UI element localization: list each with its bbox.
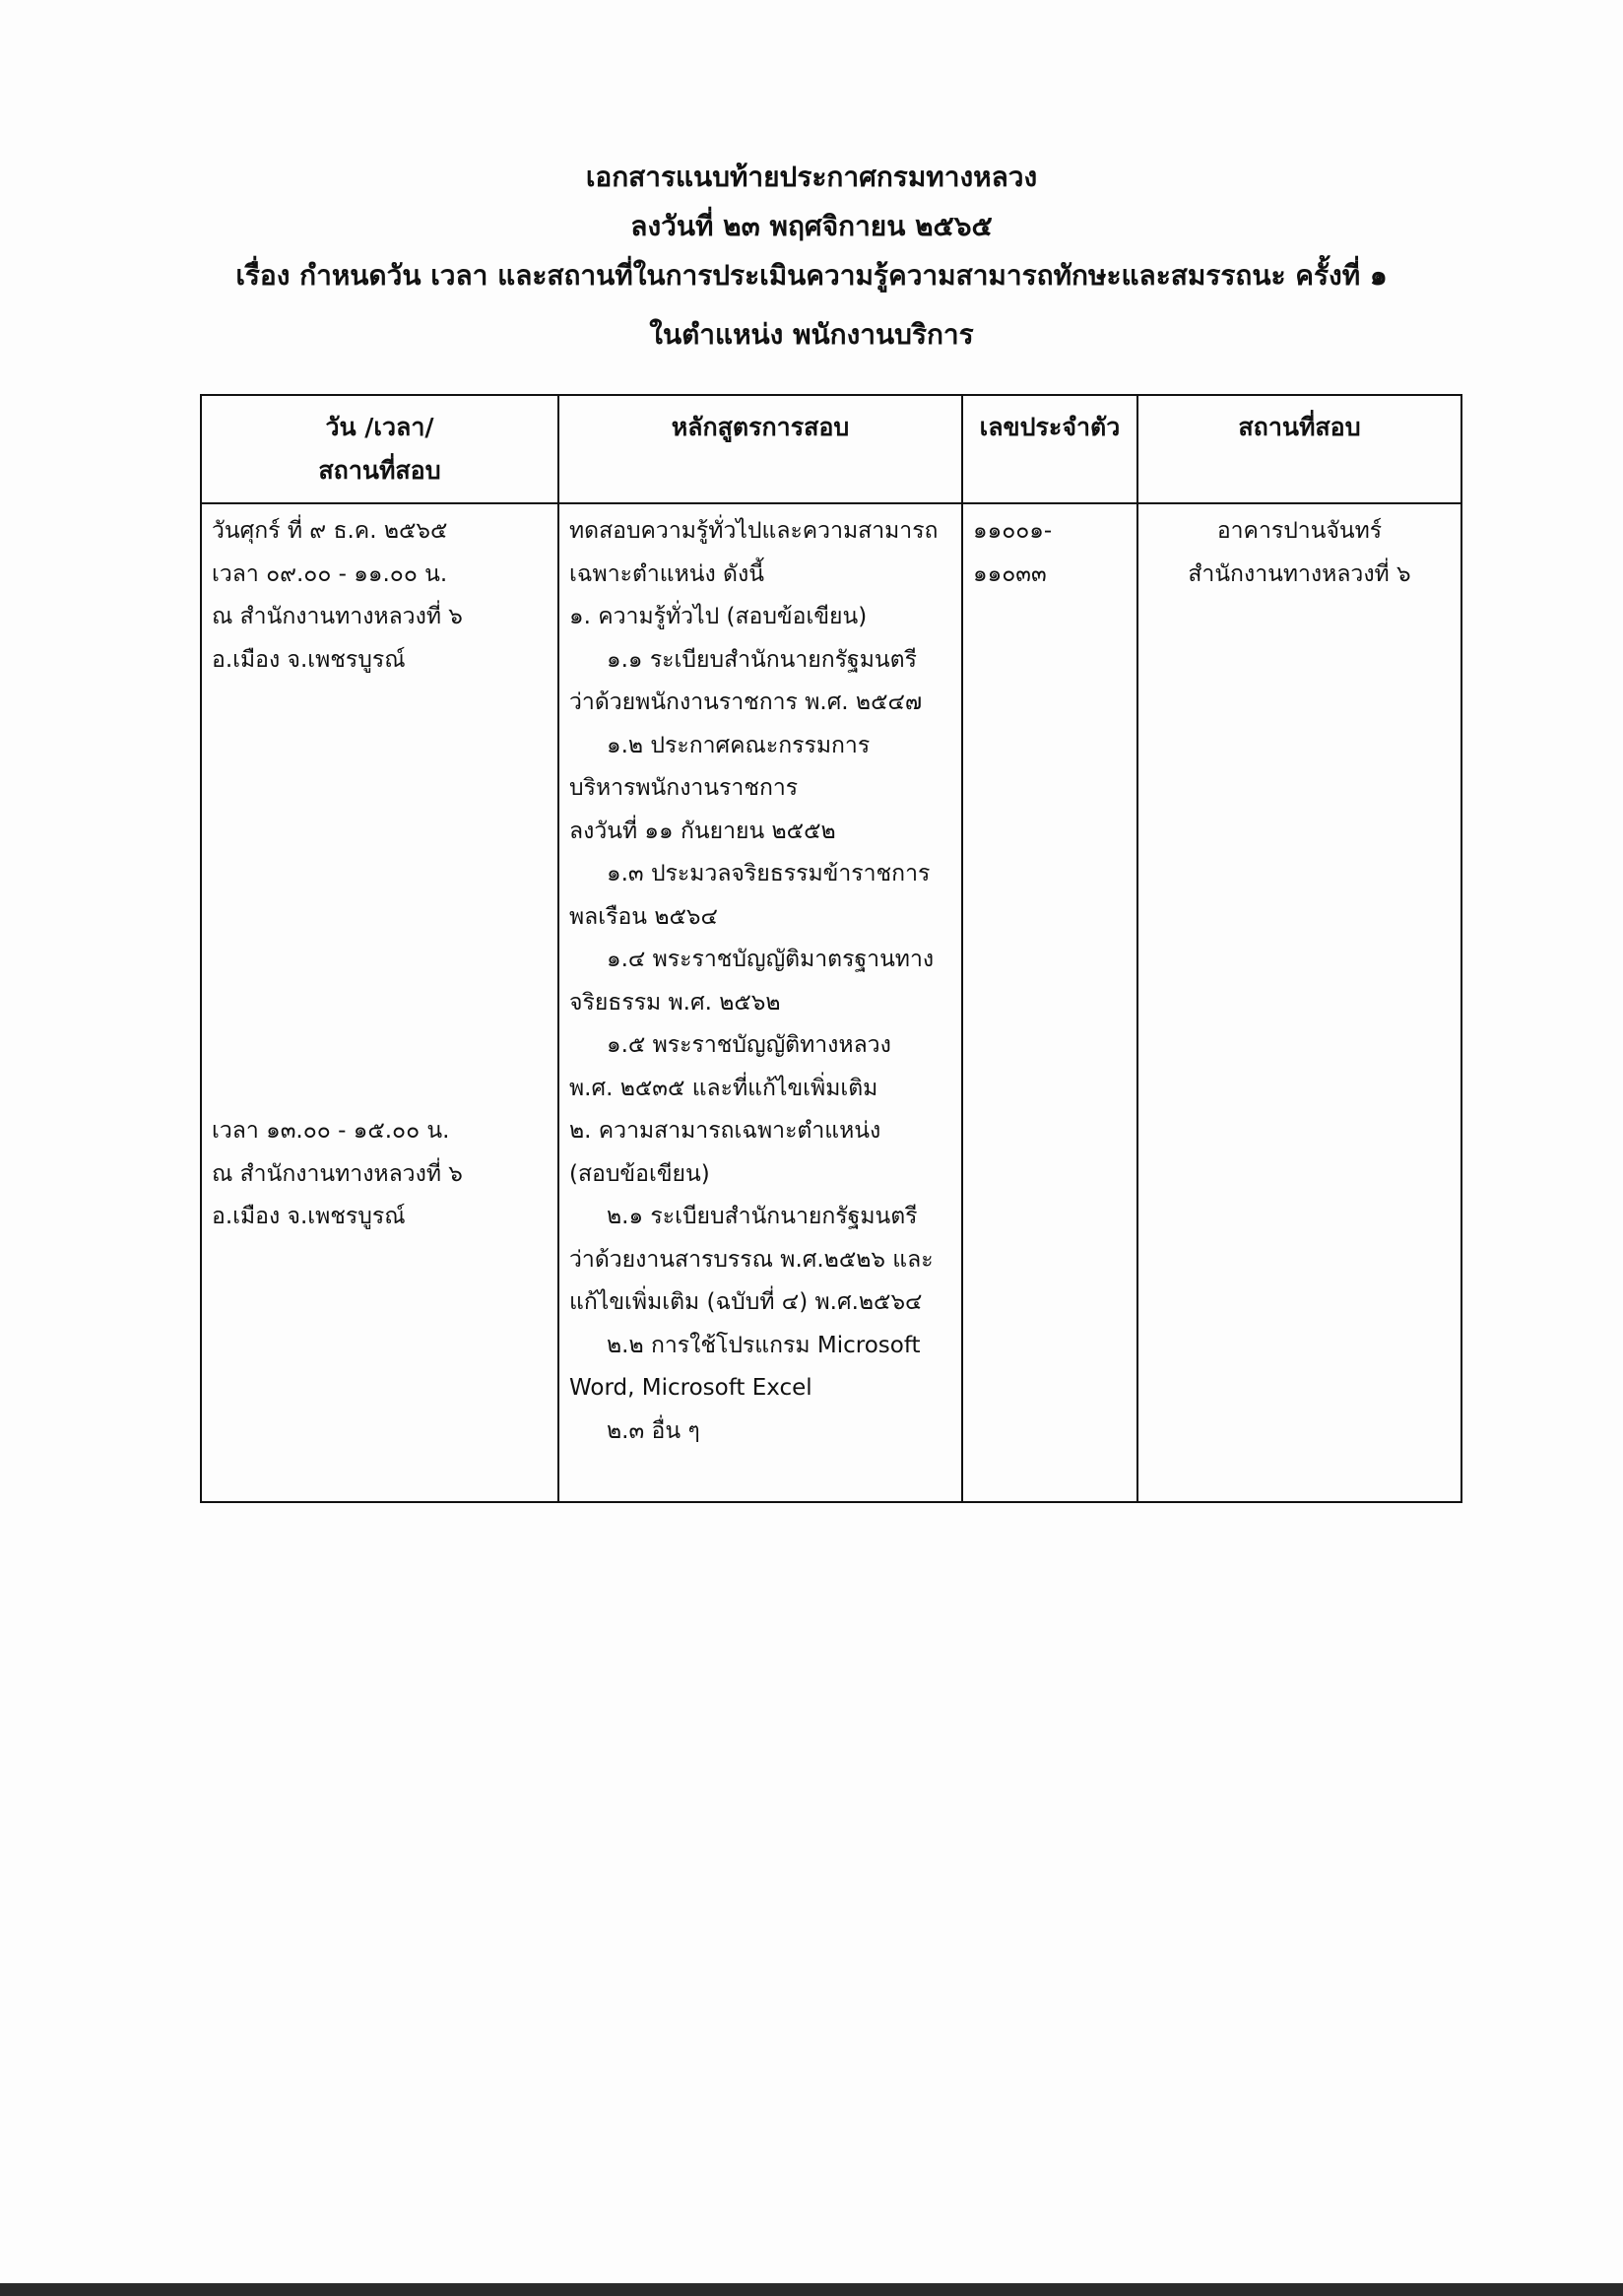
schedule-line: เวลา ๐๙.๐๐ - ๑๑.๐๐ น. xyxy=(212,560,448,587)
curriculum-cell xyxy=(558,503,962,1502)
venue-cell xyxy=(1137,503,1461,1502)
id-number-cell xyxy=(962,503,1137,1502)
doc-title-line-4: ในตำแหน่ง พนักงานบริการ xyxy=(649,318,974,351)
doc-title-line-2: ลงวันที่ ๒๓ พฤศจิกายน ๒๕๖๕ xyxy=(630,210,993,242)
venue-line: สำนักงานทางหลวงที่ ๖ xyxy=(1188,560,1411,587)
schedule-line: วันศุกร์ ที่ ๙ ธ.ค. ๒๕๖๕ xyxy=(212,518,448,544)
curriculum-line: Word, Microsoft Excel xyxy=(569,1375,812,1401)
header-place-line: สถานที่สอบ xyxy=(318,456,441,485)
curriculum-line: ๑.๕ พระราชบัญญัติทางหลวง xyxy=(607,1032,891,1058)
schedule-line: เวลา ๑๓.๐๐ - ๑๕.๐๐ น. xyxy=(212,1118,450,1144)
schedule-line: ณ สำนักงานทางหลวงที่ ๖ xyxy=(212,604,463,629)
header-curriculum: หลักสูตรการสอบ xyxy=(558,395,962,503)
curriculum-line: ว่าด้วยพนักงานราชการ พ.ศ. ๒๕๔๗ xyxy=(569,689,923,715)
schedule-line: ณ สำนักงานทางหลวงที่ ๖ xyxy=(212,1160,463,1187)
spacer xyxy=(212,682,548,1110)
curriculum-line: ลงวันที่ ๑๑ กันยายน ๒๕๕๒ xyxy=(569,818,836,844)
exam-schedule-table xyxy=(200,394,1462,1503)
id-range-line: ๑๑๐๓๓ xyxy=(973,560,1047,587)
curriculum-line: จริยธรรม พ.ศ. ๒๕๖๒ xyxy=(569,989,781,1016)
doc-title-line-3: เรื่อง กำหนดวัน เวลา และสถานที่ในการประเมินความรู้ความสามารถทักษะและสมรรถนะ ครั้งที่ ๑ xyxy=(235,259,1388,292)
table-header-row xyxy=(201,395,1461,503)
curriculum-line: ๑.๒ ประกาศคณะกรรมการ xyxy=(607,732,871,758)
curriculum-line: พ.ศ. ๒๕๓๕ และที่แก้ไขเพิ่มเติม xyxy=(569,1075,878,1101)
curriculum-line: ๒. ความสามารถเฉพาะตำแหน่ง xyxy=(569,1118,881,1144)
schedule-line: อ.เมือง จ.เพชรบูรณ์ xyxy=(212,646,406,673)
venue-line: อาคารปานจันทร์ xyxy=(1216,518,1383,544)
schedule-line: อ.เมือง จ.เพชรบูรณ์ xyxy=(212,1204,406,1229)
curriculum-line: ๑. ความรู้ทั่วไป (สอบข้อเขียน) xyxy=(569,604,868,629)
curriculum-line: ๑.๔ พระราชบัญญัติมาตรฐานทาง xyxy=(607,947,935,972)
curriculum-line: พลเรือน ๒๕๖๔ xyxy=(569,903,718,930)
header-date-time-line: วัน /เวลา/ xyxy=(325,413,434,441)
id-range-line: ๑๑๐๐๑- xyxy=(973,518,1053,544)
header-exam-venue: สถานที่สอบ xyxy=(1137,395,1461,503)
curriculum-line: ๑.๓ ประมวลจริยธรรมข้าราชการ xyxy=(607,861,931,886)
schedule-cell xyxy=(201,503,558,1502)
header-date-time-place xyxy=(201,395,558,503)
header-id-number: เลขประจำตัว xyxy=(962,395,1137,503)
curriculum-line: ๒.๓ อื่น ๆ xyxy=(607,1417,700,1444)
curriculum-line: ๒.๑ ระเบียบสำนักนายกรัฐมนตรี xyxy=(607,1204,918,1229)
curriculum-line: เฉพาะตำแหน่ง ดังนี้ xyxy=(569,560,764,587)
curriculum-line: ๑.๑ ระเบียบสำนักนายกรัฐมนตรี xyxy=(607,646,917,673)
curriculum-line: ทดสอบความรู้ทั่วไปและความสามารถ xyxy=(569,518,939,544)
curriculum-line: บริหารพนักงานราชการ xyxy=(569,775,799,801)
scan-edge-bar xyxy=(0,2283,1623,2296)
curriculum-line: ว่าด้วยงานสารบรรณ พ.ศ.๒๕๒๖ และ xyxy=(569,1246,934,1273)
curriculum-line: (สอบข้อเขียน) xyxy=(569,1160,710,1187)
curriculum-line: แก้ไขเพิ่มเติม (ฉบับที่ ๔) พ.ศ.๒๕๖๔ xyxy=(569,1289,923,1315)
table-row xyxy=(201,503,1461,1502)
curriculum-line: ๒.๒ การใช้โปรแกรม Microsoft xyxy=(607,1332,921,1358)
doc-title-line-1: เอกสารแนบท้ายประกาศกรมทางหลวง xyxy=(585,161,1038,193)
